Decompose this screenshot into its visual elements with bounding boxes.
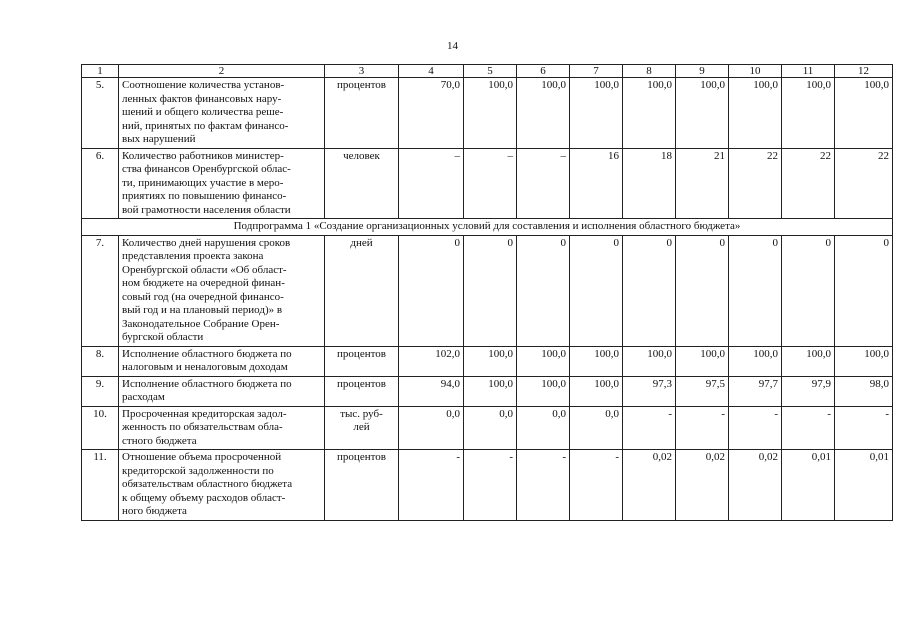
indicator-name: Просроченная кредиторская задол- женность по обязательствам обла- стного бюджета (119, 406, 325, 450)
value-cell: 100,0 (623, 78, 676, 149)
value-cell: 100,0 (517, 78, 570, 149)
value-cell: - (517, 450, 570, 521)
value-cell: 0,01 (835, 450, 893, 521)
row-number: 10. (82, 406, 119, 450)
value-cell: 102,0 (399, 346, 464, 376)
value-cell: 100,0 (729, 346, 782, 376)
indicator-name: Исполнение областного бюджета по налоговым и неналоговым доходам (119, 346, 325, 376)
unit-cell: тыс. руб- лей (325, 406, 399, 450)
unit-cell: человек (325, 148, 399, 219)
value-cell: 100,0 (517, 346, 570, 376)
value-cell: 0,0 (399, 406, 464, 450)
column-number-header: 3 (325, 65, 399, 78)
row-number: 8. (82, 346, 119, 376)
column-number-header: 8 (623, 65, 676, 78)
value-cell: - (570, 450, 623, 521)
value-cell: 0,02 (729, 450, 782, 521)
value-cell: - (782, 406, 835, 450)
value-cell: 0 (570, 235, 623, 346)
value-cell: 100,0 (782, 346, 835, 376)
value-cell: 22 (835, 148, 893, 219)
value-cell: 22 (729, 148, 782, 219)
value-cell: 100,0 (464, 376, 517, 406)
value-cell: 21 (676, 148, 729, 219)
value-cell: 94,0 (399, 376, 464, 406)
column-number-header: 12 (835, 65, 893, 78)
value-cell: 0 (399, 235, 464, 346)
value-cell: 100,0 (464, 346, 517, 376)
row-number: 6. (82, 148, 119, 219)
indicator-name: Исполнение областного бюджета по расходам (119, 376, 325, 406)
value-cell: - (464, 450, 517, 521)
value-cell: 18 (623, 148, 676, 219)
value-cell: 0,0 (464, 406, 517, 450)
value-cell: 97,7 (729, 376, 782, 406)
unit-cell: процентов (325, 376, 399, 406)
value-cell: 0 (623, 235, 676, 346)
value-cell: – (517, 148, 570, 219)
value-cell: 0 (729, 235, 782, 346)
subprogram-title: Подпрограмма 1 «Создание организационных условий для составления и исполнения областного бюджета» (82, 219, 893, 236)
value-cell: 100,0 (676, 78, 729, 149)
value-cell: 0,02 (676, 450, 729, 521)
indicator-name: Количество работников министер- ства финансов Оренбургской облас- ти, принимающих участие в меро- приятиях по повышению финансо- вой грамотности населения области (119, 148, 325, 219)
row-number: 7. (82, 235, 119, 346)
value-cell: 16 (570, 148, 623, 219)
table-row (82, 376, 893, 406)
value-cell: - (623, 406, 676, 450)
unit-cell: дней (325, 235, 399, 346)
value-cell: 100,0 (782, 78, 835, 149)
value-cell: 97,5 (676, 376, 729, 406)
indicator-name: Количество дней нарушения сроков представления проекта закона Оренбургской области «Об област- ном бюджете на очередной финан- совый год (на очередной финансо- вый год и на плановый период)» в Законодательное Собрание Орен- бургской области (119, 235, 325, 346)
value-cell: 0,0 (517, 406, 570, 450)
value-cell: 22 (782, 148, 835, 219)
value-cell: - (835, 406, 893, 450)
table-row (82, 148, 893, 219)
unit-cell: процентов (325, 78, 399, 149)
column-number-header: 9 (676, 65, 729, 78)
column-number-header: 10 (729, 65, 782, 78)
column-number-header: 1 (82, 65, 119, 78)
value-cell: 100,0 (570, 376, 623, 406)
table-row (82, 235, 893, 346)
value-cell: 0,0 (570, 406, 623, 450)
unit-cell: процентов (325, 450, 399, 521)
value-cell: 100,0 (729, 78, 782, 149)
value-cell: 97,9 (782, 376, 835, 406)
value-cell: 100,0 (623, 346, 676, 376)
value-cell: 100,0 (676, 346, 729, 376)
row-number: 11. (82, 450, 119, 521)
value-cell: 0,02 (623, 450, 676, 521)
row-number: 5. (82, 78, 119, 149)
value-cell: 100,0 (517, 376, 570, 406)
value-cell: 0,01 (782, 450, 835, 521)
value-cell: 100,0 (464, 78, 517, 149)
subprogram-row (82, 219, 893, 236)
table-row (82, 406, 893, 450)
value-cell: – (399, 148, 464, 219)
row-number: 9. (82, 376, 119, 406)
value-cell: 0 (782, 235, 835, 346)
column-number-row (82, 65, 893, 78)
value-cell: 97,3 (623, 376, 676, 406)
table-row (82, 78, 893, 149)
value-cell: – (464, 148, 517, 219)
page-number: 14 (447, 40, 458, 52)
value-cell: 100,0 (835, 346, 893, 376)
value-cell: 0 (517, 235, 570, 346)
value-cell: 100,0 (570, 346, 623, 376)
value-cell: - (399, 450, 464, 521)
indicator-name: Соотношение количества установ- ленных фактов финансовых нару- шений и общего количества реше- ний, принятых по фактам финансо- вых нарушений (119, 78, 325, 149)
value-cell: 0 (676, 235, 729, 346)
table-body (82, 65, 893, 521)
unit-cell: процентов (325, 346, 399, 376)
indicator-name: Отношение объема просроченной кредиторской задолженности по обязательствам областного бюджета к общему объему расходов област- ного бюджета (119, 450, 325, 521)
value-cell: 70,0 (399, 78, 464, 149)
value-cell: 98,0 (835, 376, 893, 406)
value-cell: 100,0 (570, 78, 623, 149)
column-number-header: 2 (119, 65, 325, 78)
table-row (82, 450, 893, 521)
value-cell: - (676, 406, 729, 450)
column-number-header: 6 (517, 65, 570, 78)
column-number-header: 5 (464, 65, 517, 78)
indicators-table (81, 64, 893, 521)
value-cell: 100,0 (835, 78, 893, 149)
value-cell: 0 (464, 235, 517, 346)
column-number-header: 4 (399, 65, 464, 78)
value-cell: - (729, 406, 782, 450)
column-number-header: 11 (782, 65, 835, 78)
column-number-header: 7 (570, 65, 623, 78)
table-row (82, 346, 893, 376)
value-cell: 0 (835, 235, 893, 346)
